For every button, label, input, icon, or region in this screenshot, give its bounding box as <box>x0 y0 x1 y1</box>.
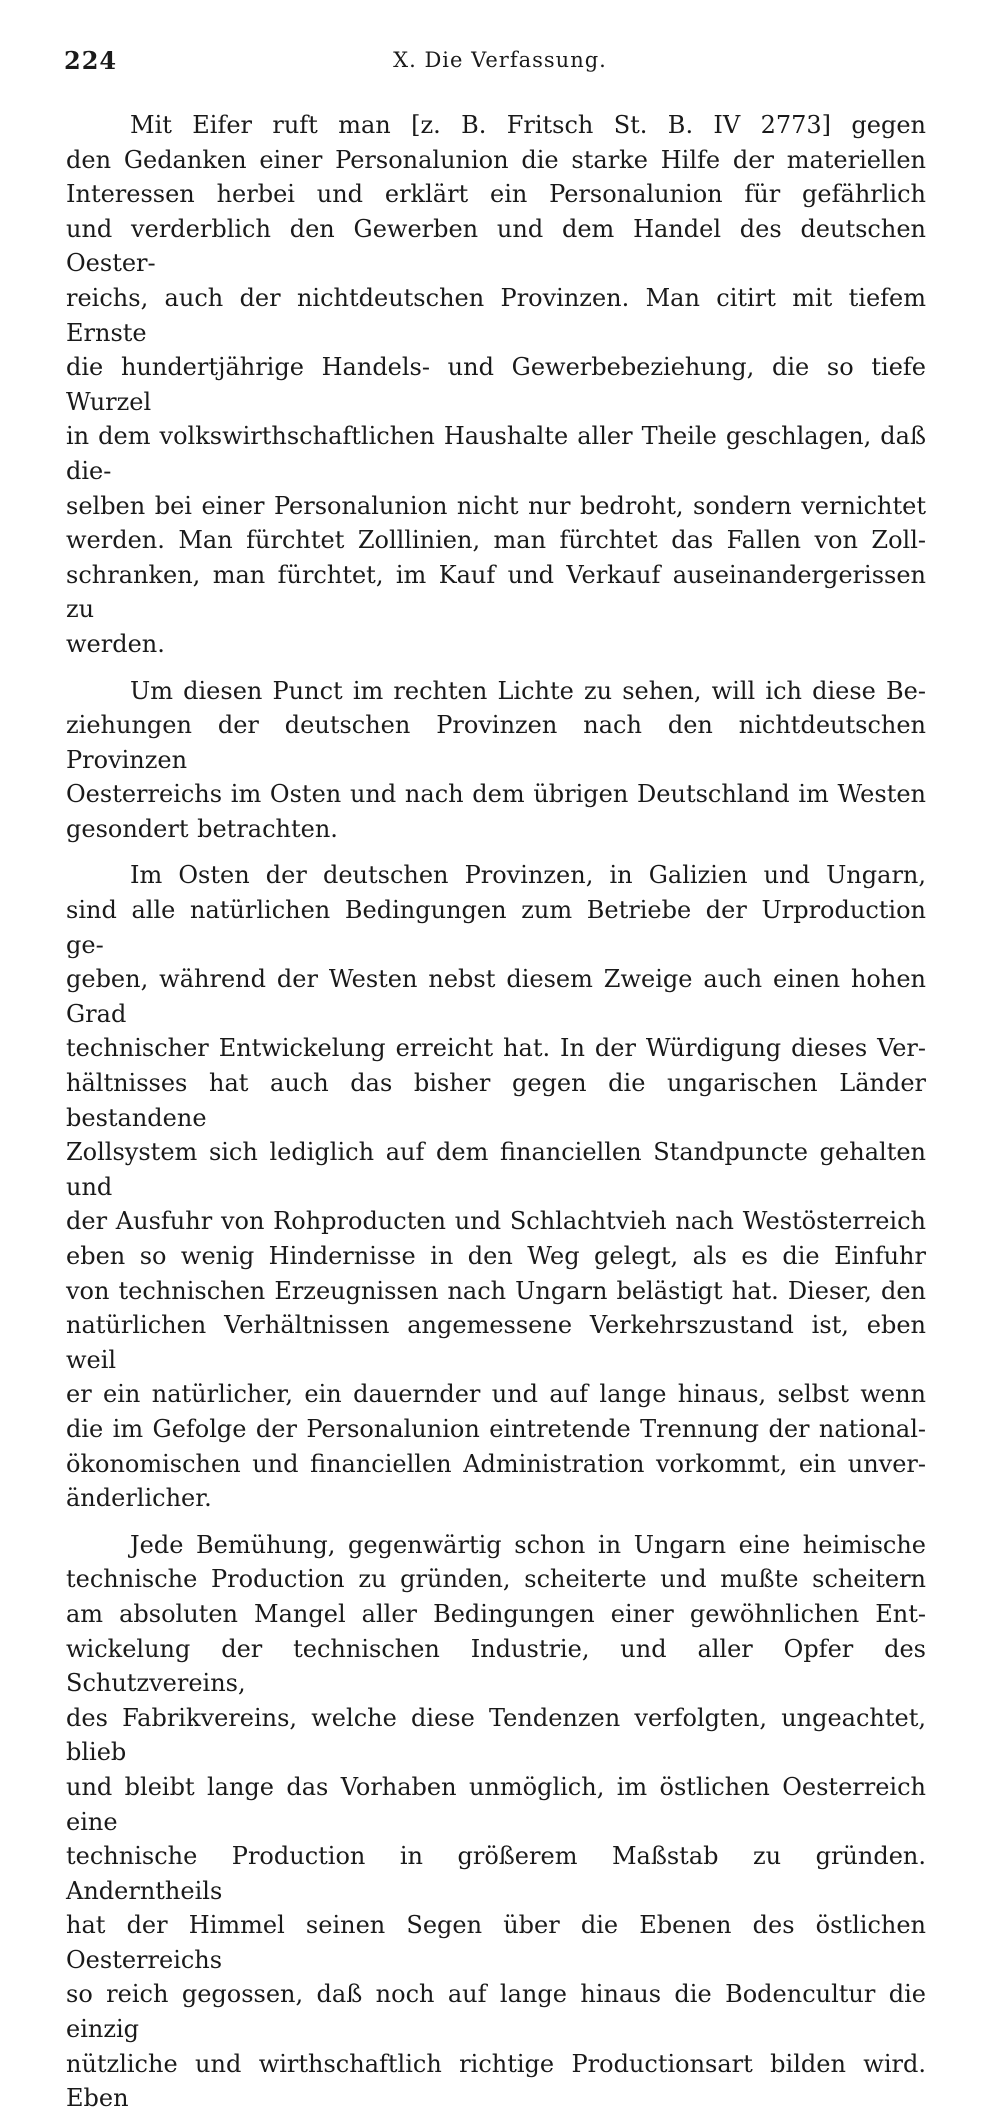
text-line: wickelung der technischen Industrie, und aller Opfer des Schutzvereins, <box>66 1634 926 1698</box>
text-line: reichs, auch der nichtdeutschen Provinzen. Man citirt mit tiefem Ernste <box>66 283 926 347</box>
text-line: technische Production zu gründen, scheiterte und mußte scheitern <box>66 1565 926 1594</box>
paragraph <box>66 108 926 662</box>
paragraph <box>66 1528 926 2116</box>
text-line: Jede Bemühung, gegenwärtig schon in Ungarn eine heimische <box>130 1530 926 1559</box>
paragraph <box>66 674 926 847</box>
text-line: technische Production in größerem Maßstab zu gründen. Anderntheils <box>66 1842 926 1905</box>
text-line: ökonomischen und financiellen Administration vorkommt, ein unver- <box>66 1449 926 1478</box>
text-line: Zollsystem sich lediglich auf dem financiellen Standpuncte gehalten und <box>66 1138 926 1201</box>
text-line: Im Osten der deutschen Provinzen, in Galizien und Ungarn, <box>130 861 926 890</box>
text-line: so reich gegossen, daß noch auf lange hinaus die Bodencultur die einzig <box>66 1980 926 2044</box>
text-line: am absoluten Mangel aller Bedingungen einer gewöhnlichen Ent- <box>66 1599 926 1628</box>
text-line: den Gedanken einer Personalunion die starke Hilfe der materiellen <box>66 145 926 174</box>
text-line: des Fabrikvereins, welche diese Tendenzen verfolgten, ungeachtet, blieb <box>66 1703 926 1767</box>
text-line: Um diesen Punct im rechten Lichte zu sehen, will ich diese Be- <box>130 676 926 705</box>
text-line: Interessen herbei und erklärt ein Personalunion für gefährlich <box>66 180 926 209</box>
text-line: werden. Man fürchtet Zolllinien, man fürchtet das Fallen von Zoll- <box>66 526 926 555</box>
text-line: eben so wenig Hindernisse in den Weg gelegt, als es die Einfuhr <box>66 1242 926 1270</box>
text-line: schranken, man fürchtet, im Kauf und Verkauf auseinandergerissen zu <box>66 560 926 624</box>
running-head: X. Die Verfassung. <box>393 48 607 72</box>
text-line: und verderblich den Gewerben und dem Handel des deutschen Oester- <box>66 214 926 278</box>
body-text <box>66 108 926 2128</box>
text-line: technischer Entwickelung erreicht hat. In der Würdigung dieses Ver- <box>66 1034 926 1063</box>
text-line: hältnisses hat auch das bisher gegen die ungarischen Länder bestandene <box>66 1069 926 1132</box>
text-line: der Ausfuhr von Rohproducten und Schlachtvieh nach Westösterreich <box>66 1207 926 1236</box>
paragraph <box>66 858 926 1515</box>
text-line: nützliche und wirthschaftlich richtige Productionsart bilden wird. Eben <box>66 2049 926 2113</box>
text-line: ziehungen der deutschen Provinzen nach den nichtdeutschen Provinzen <box>66 711 926 774</box>
page-number: 224 <box>64 46 118 75</box>
page-header <box>64 46 936 86</box>
text-line: in dem volkswirthschaftlichen Haushalte aller Theile geschlagen, daß die- <box>66 422 926 485</box>
text-line: werden. <box>66 629 165 658</box>
text-line: gesondert betrachten. <box>66 814 338 843</box>
text-line: selben bei einer Personalunion nicht nur bedroht, sondern vernichtet <box>66 491 926 520</box>
text-line: natürlichen Verhältnissen angemessene Verkehrszustand ist, eben weil <box>66 1311 926 1374</box>
text-line: sind alle natürlichen Bedingungen zum Betriebe der Urproduction ge- <box>66 896 926 959</box>
text-line: Mit Eifer ruft man [z. B. Fritsch St. B. IV 2773] gegen <box>130 111 926 139</box>
text-line: änderlicher. <box>66 1484 212 1513</box>
text-line: hat der Himmel seinen Segen über die Ebenen des östlichen Oesterreichs <box>66 1911 926 1974</box>
text-line: die hundertjährige Handels- und Gewerbebeziehung, die so tiefe Wurzel <box>66 353 926 416</box>
text-line: die im Gefolge der Personalunion eintretende Trennung der national- <box>66 1414 926 1443</box>
text-line: geben, während der Westen nebst diesem Zweige auch einen hohen Grad <box>66 965 926 1028</box>
text-line: von technischen Erzeugnissen nach Ungarn belästigt hat. Dieser, den <box>66 1276 926 1305</box>
text-line: und bleibt lange das Vorhaben unmöglich, im östlichen Oesterreich eine <box>66 1772 926 1836</box>
text-line: Oesterreichs im Osten und nach dem übrigen Deutschland im Westen <box>66 780 926 809</box>
text-line: er ein natürlicher, ein dauernder und auf lange hinaus, selbst wenn <box>66 1380 926 1409</box>
